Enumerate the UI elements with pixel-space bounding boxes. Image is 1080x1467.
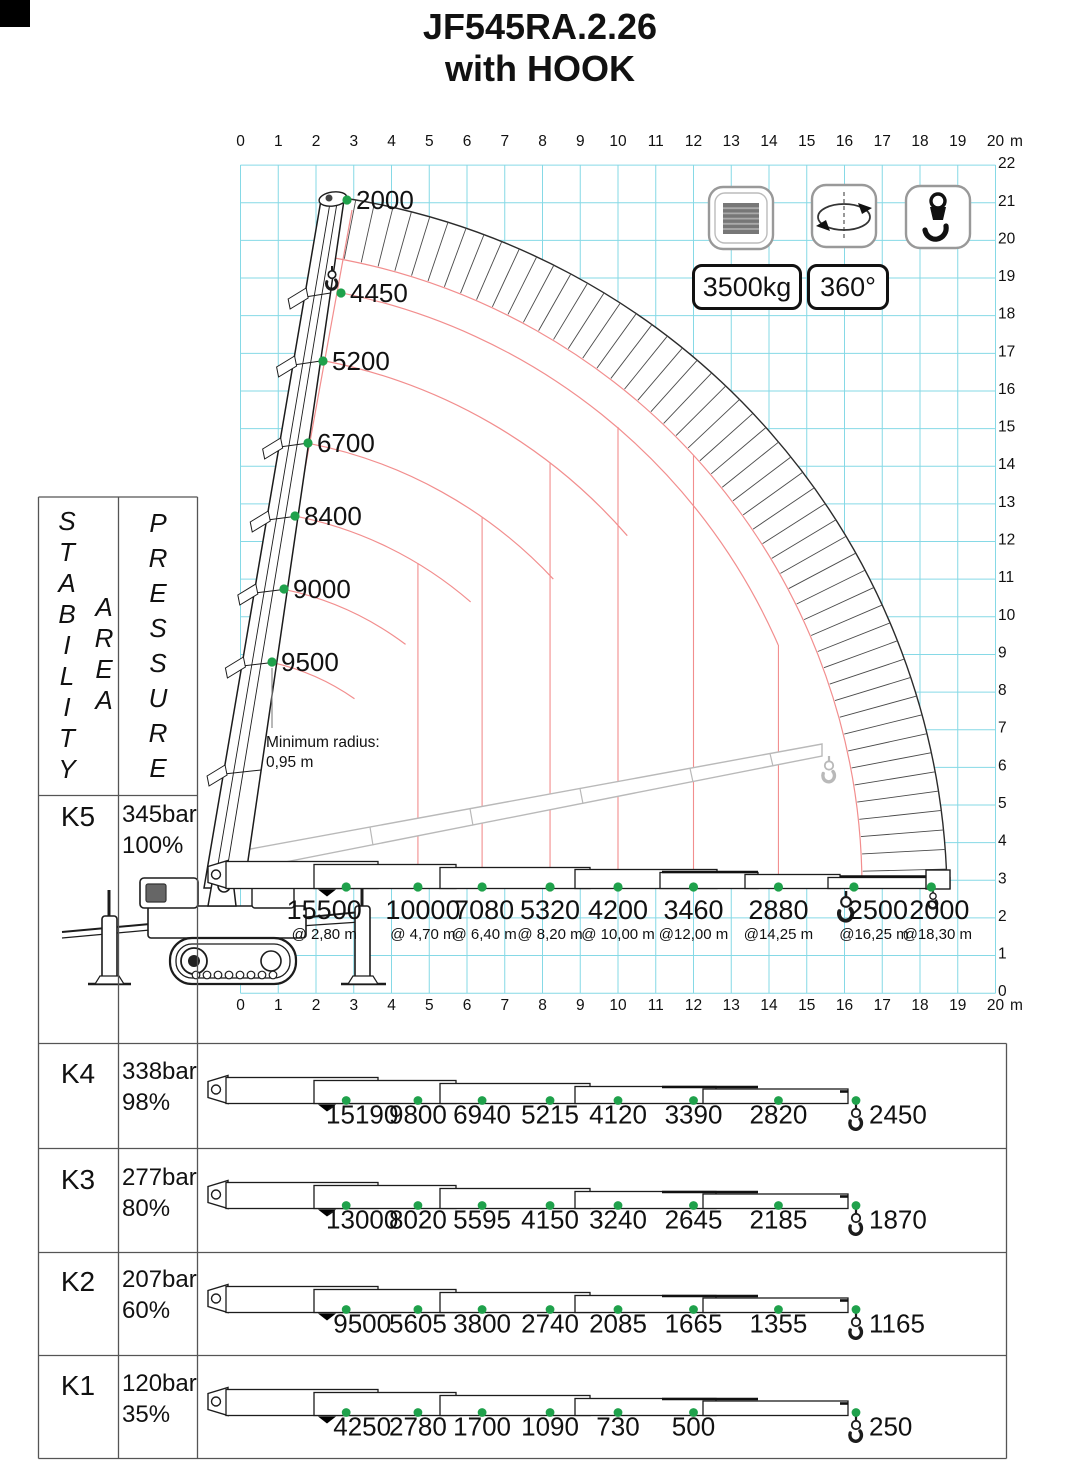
svg-text:5: 5 xyxy=(998,795,1007,812)
svg-text:16: 16 xyxy=(998,380,1016,398)
svg-text:20: 20 xyxy=(986,133,1005,150)
svg-text:2000: 2000 xyxy=(356,185,414,215)
svg-text:@18,30 m: @18,30 m xyxy=(902,926,973,943)
k5-load-points xyxy=(287,882,972,943)
svg-text:500: 500 xyxy=(671,1411,716,1442)
svg-text:2500: 2500 xyxy=(847,895,908,925)
svg-text:10: 10 xyxy=(998,606,1016,624)
svg-text:7: 7 xyxy=(998,719,1007,737)
svg-text:17: 17 xyxy=(998,343,1016,361)
svg-text:18: 18 xyxy=(911,997,929,1014)
svg-text:2185: 2185 xyxy=(749,1204,808,1235)
svg-text:8400: 8400 xyxy=(304,501,362,531)
svg-text:1: 1 xyxy=(273,997,283,1014)
svg-text:4: 4 xyxy=(387,997,396,1014)
svg-text:m: m xyxy=(1010,997,1023,1014)
svg-text:2000: 2000 xyxy=(909,895,970,925)
svg-text:7080: 7080 xyxy=(454,895,515,925)
svg-text:3460: 3460 xyxy=(663,895,724,925)
svg-text:@ 10,00 m: @ 10,00 m xyxy=(581,926,655,943)
svg-text:9: 9 xyxy=(575,133,585,150)
svg-text:1: 1 xyxy=(998,945,1007,963)
svg-text:15: 15 xyxy=(998,418,1016,436)
rotation-badge: 360° xyxy=(807,264,889,310)
svg-text:16: 16 xyxy=(835,133,854,150)
hook-icon xyxy=(906,186,970,248)
svg-text:@14,25 m: @14,25 m xyxy=(743,926,814,943)
svg-text:17: 17 xyxy=(873,997,891,1014)
svg-text:15: 15 xyxy=(798,997,816,1014)
svg-text:2820: 2820 xyxy=(749,1099,808,1130)
svg-text:7: 7 xyxy=(500,997,510,1014)
svg-text:0: 0 xyxy=(236,133,245,150)
icons xyxy=(709,185,970,249)
svg-text:13: 13 xyxy=(722,997,740,1014)
svg-text:22: 22 xyxy=(998,155,1016,173)
svg-text:8: 8 xyxy=(538,133,547,150)
pressure-value-k1: 120bar 35% xyxy=(122,1370,197,1428)
svg-text:2740: 2740 xyxy=(521,1308,579,1339)
svg-text:13: 13 xyxy=(722,133,740,150)
svg-text:19: 19 xyxy=(949,133,967,150)
svg-text:14: 14 xyxy=(760,133,778,150)
svg-text:13000: 13000 xyxy=(326,1204,399,1235)
row-k1-boom xyxy=(208,1388,912,1442)
svg-text:5: 5 xyxy=(424,997,434,1014)
rotation-360-icon xyxy=(812,185,876,247)
svg-text:2645: 2645 xyxy=(664,1204,723,1235)
svg-text:19: 19 xyxy=(949,997,967,1014)
counterweight-icon xyxy=(709,187,773,249)
svg-text:15500: 15500 xyxy=(286,895,362,925)
stability-config-k5: K5 xyxy=(60,801,96,832)
svg-text:3: 3 xyxy=(349,133,359,150)
svg-text:1090: 1090 xyxy=(521,1411,579,1442)
minimum-radius-label: Minimum radius: xyxy=(266,734,380,751)
svg-text:16: 16 xyxy=(835,997,854,1014)
svg-text:3390: 3390 xyxy=(664,1099,723,1130)
svg-text:1700: 1700 xyxy=(453,1411,512,1442)
svg-text:5605: 5605 xyxy=(389,1308,447,1339)
svg-text:8020: 8020 xyxy=(389,1204,447,1235)
svg-text:9: 9 xyxy=(575,997,585,1014)
svg-text:8: 8 xyxy=(998,682,1007,700)
svg-text:2085: 2085 xyxy=(589,1308,647,1339)
svg-text:5: 5 xyxy=(424,133,434,150)
stability-config-k4: K4 xyxy=(60,1058,96,1089)
svg-text:6700: 6700 xyxy=(317,428,375,458)
svg-text:5215: 5215 xyxy=(521,1099,579,1130)
svg-text:1165: 1165 xyxy=(869,1308,925,1339)
svg-text:18: 18 xyxy=(998,305,1016,323)
row-k2-boom xyxy=(208,1285,925,1339)
svg-text:4200: 4200 xyxy=(587,895,649,925)
svg-text:11: 11 xyxy=(998,569,1015,587)
svg-text:730: 730 xyxy=(596,1411,640,1442)
svg-text:5320: 5320 xyxy=(520,895,581,925)
svg-text:1355: 1355 xyxy=(749,1308,808,1339)
svg-text:19: 19 xyxy=(998,268,1016,286)
svg-text:18: 18 xyxy=(911,133,929,150)
page-title: JF545RA.2.26 xyxy=(422,6,658,47)
svg-text:9500: 9500 xyxy=(333,1308,392,1339)
svg-text:@ 2,80 m: @ 2,80 m xyxy=(291,926,357,943)
svg-text:1665: 1665 xyxy=(664,1308,723,1339)
svg-text:8: 8 xyxy=(538,997,547,1014)
svg-text:17: 17 xyxy=(873,133,891,150)
svg-text:14: 14 xyxy=(760,997,778,1014)
svg-text:10000: 10000 xyxy=(385,895,461,925)
svg-text:21: 21 xyxy=(998,192,1016,210)
pressure-value-k4: 338bar 98% xyxy=(122,1058,197,1116)
svg-text:12: 12 xyxy=(998,531,1016,549)
svg-text:@16,25 m: @16,25 m xyxy=(839,926,909,943)
svg-text:12: 12 xyxy=(684,997,703,1014)
pressure-header: P R E S S U R E xyxy=(148,508,168,783)
svg-text:4250: 4250 xyxy=(333,1411,392,1442)
minimum-radius-note xyxy=(266,733,380,773)
pressure-value-k5: 345bar 100% xyxy=(122,801,197,859)
stability-config-k1: K1 xyxy=(60,1370,96,1401)
pressure-value-k3: 277bar 80% xyxy=(122,1164,197,1222)
svg-text:3: 3 xyxy=(998,870,1007,888)
svg-text:@ 6,40 m: @ 6,40 m xyxy=(451,926,517,943)
stability-header: S T A B I L I T Y xyxy=(58,506,76,784)
row-k4-boom xyxy=(208,1076,927,1130)
svg-text:2780: 2780 xyxy=(389,1411,447,1442)
svg-text:6940: 6940 xyxy=(453,1099,512,1130)
svg-text:14: 14 xyxy=(998,456,1016,474)
svg-text:1870: 1870 xyxy=(869,1204,927,1235)
svg-text:9: 9 xyxy=(998,644,1007,662)
svg-text:15190: 15190 xyxy=(326,1099,399,1130)
svg-text:13: 13 xyxy=(998,493,1016,511)
svg-text:15: 15 xyxy=(798,133,816,150)
svg-text:4: 4 xyxy=(387,133,396,150)
svg-text:6: 6 xyxy=(462,133,472,150)
capacity-badge: 3500kg xyxy=(692,264,802,310)
svg-text:2: 2 xyxy=(998,907,1007,925)
svg-text:4120: 4120 xyxy=(589,1099,647,1130)
stability-config-k3: K3 xyxy=(60,1164,96,1195)
pressure-value-k2: 207bar 60% xyxy=(122,1266,197,1324)
minimum-radius-value: 0,95 m xyxy=(266,754,314,771)
svg-text:4150: 4150 xyxy=(521,1204,579,1235)
svg-text:5200: 5200 xyxy=(332,346,390,376)
svg-text:11: 11 xyxy=(647,997,664,1014)
svg-text:m: m xyxy=(1010,133,1023,150)
page-subtitle: with HOOK xyxy=(445,48,635,89)
svg-text:20: 20 xyxy=(998,230,1016,248)
svg-text:0: 0 xyxy=(998,983,1007,1001)
area-header: A R E A xyxy=(94,592,114,715)
svg-text:2: 2 xyxy=(311,997,321,1014)
svg-text:6: 6 xyxy=(998,757,1007,775)
svg-text:2450: 2450 xyxy=(869,1099,927,1130)
svg-text:7: 7 xyxy=(500,133,510,150)
svg-text:@12,00 m: @12,00 m xyxy=(658,926,729,943)
svg-text:3: 3 xyxy=(349,997,359,1014)
svg-text:9800: 9800 xyxy=(389,1099,447,1130)
svg-text:4: 4 xyxy=(998,832,1007,850)
svg-text:3800: 3800 xyxy=(453,1308,512,1339)
svg-text:6: 6 xyxy=(462,997,472,1014)
svg-text:3240: 3240 xyxy=(589,1204,647,1235)
svg-text:1: 1 xyxy=(273,133,283,150)
svg-text:5595: 5595 xyxy=(453,1204,512,1235)
stability-config-k2: K2 xyxy=(60,1266,96,1297)
svg-text:11: 11 xyxy=(647,133,664,150)
svg-text:2: 2 xyxy=(311,133,321,150)
svg-text:10: 10 xyxy=(609,133,627,150)
row-k3-boom xyxy=(208,1181,927,1235)
svg-text:10: 10 xyxy=(609,997,627,1014)
svg-text:@ 4,70 m: @ 4,70 m xyxy=(390,926,456,943)
svg-text:4450: 4450 xyxy=(350,278,408,308)
svg-text:9000: 9000 xyxy=(293,574,351,604)
svg-text:9500: 9500 xyxy=(281,647,339,677)
svg-text:2880: 2880 xyxy=(748,895,809,925)
svg-text:12: 12 xyxy=(684,133,703,150)
svg-text:@ 8,20 m: @ 8,20 m xyxy=(517,926,583,943)
svg-text:20: 20 xyxy=(986,997,1005,1014)
svg-text:0: 0 xyxy=(236,997,245,1014)
svg-text:250: 250 xyxy=(869,1411,913,1442)
